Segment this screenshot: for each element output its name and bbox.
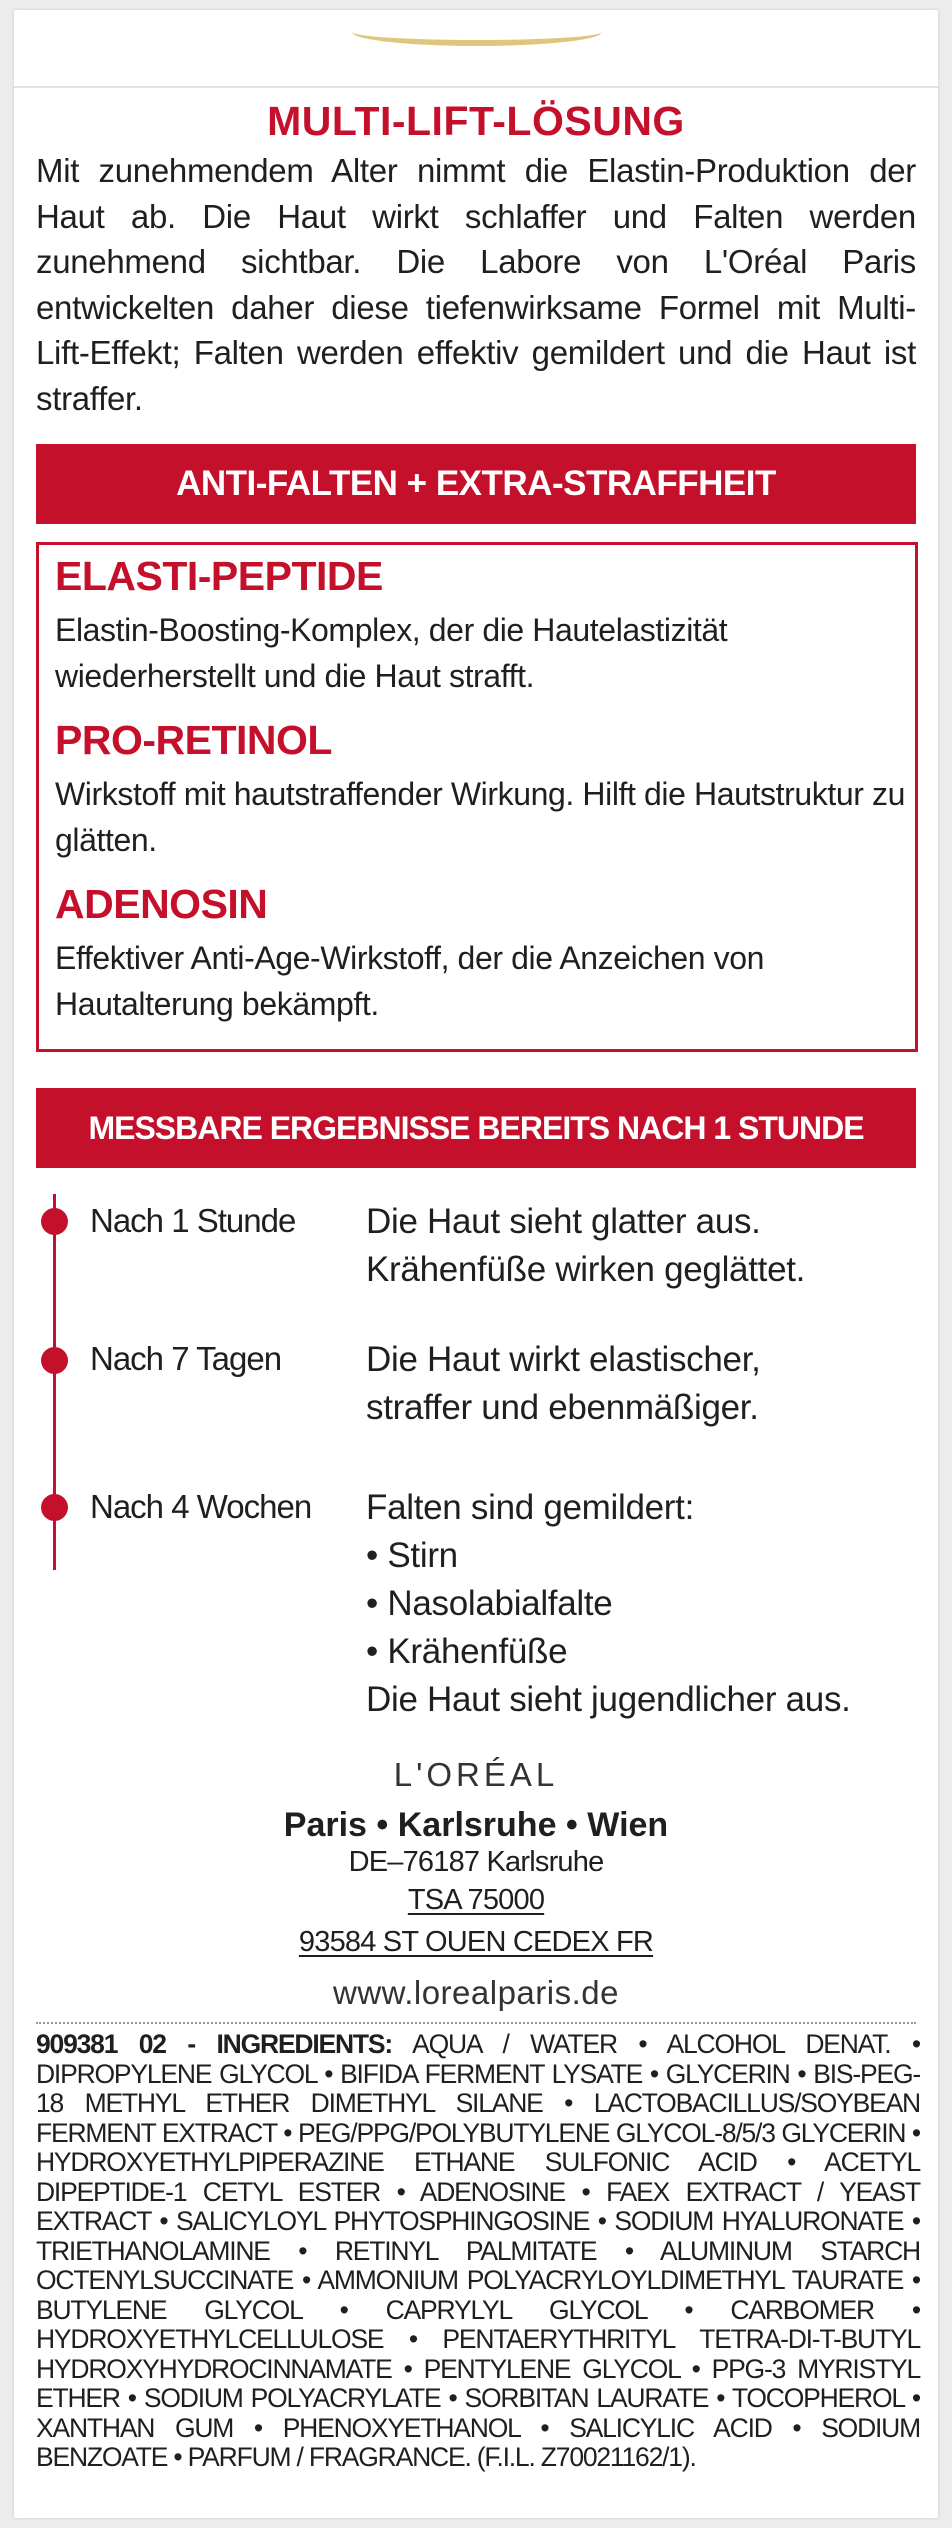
banner-results: MESSBARE ERGEBNISSE BEREITS NACH 1 STUNDE xyxy=(36,1088,916,1168)
ingredients-text: AQUA / WATER • ALCOHOL DENAT. • DIPROPYLENE GLYCOL • BIFIDA FERMENT LYSATE • GLYCERIN • BIS-PEG-18 METHYL ETHER DIMETHYL SILANE • LACTOBACILLUS/SOYBEAN FERMENT EXTRACT • PEG/PPG/POLYBUTYLENE GLYCOL-8/5/3 GLYCERIN • HYDROXYETHYLPIPERAZINE ETHANE SULFONIC ACID • ACETYL DIPEPTIDE-1 CETYL ESTER • ADENOSINE • FAEX EXTRACT / YEAST EXTRACT • SALICYLOYL PHYTOSPHINGOSINE • SODIUM HYALURONATE • TRIETHANOLAMINE • RETINYL PALMITATE • ALUMINUM STARCH OCTENYLSUCCINATE • AMMONIUM POLYACRYLOYLDIMETHYL TAURATE • BUTYLENE GLYCOL • CAPRYLYL GLYCOL • CARBOMER • HYDROXYETHYLCELLULOSE • PENTAERYTHRITYL TETRA-DI-T-BUTYL HYDROXYHYDROCINNAMATE • PENTYLENE GLYCOL • PPG-3 MYRISTYL ETHER • SODIUM POLYACRYLATE • SORBITAN LAURATE • TOCOPHEROL • XANTHAN GUM • PHENOXYETHANOL • SALICYLIC ACID • SODIUM BENZOATE • PARFUM / FRAGRANCE. (F.I.L. Z70021162/1). xyxy=(36,2029,920,2472)
timeline-dot xyxy=(41,1494,68,1521)
intro-text: Mit zunehmendem Alter nimmt die Elastin-Produktion der Haut ab. Die Haut wirkt schlaffer und Falten werden zunehmend sichtbar. Die Labore von L'Oréal Paris entwickelten daher diese tiefenwirksame Formel mit Multi-Lift-Effekt; Falten werden effektiv gemildert und die Haut ist straffer. xyxy=(36,152,916,417)
address-line: DE–76187 Karlsruhe xyxy=(348,1846,604,1878)
ingredients-list xyxy=(36,2030,920,2473)
timeline-line-text: • Stirn xyxy=(366,1536,458,1575)
timeline-dot xyxy=(41,1347,68,1374)
timeline-text xyxy=(366,1484,851,1724)
address-line-text: TSA 75000 xyxy=(407,1884,545,1916)
timeline-text xyxy=(366,1198,805,1294)
ingredient-title: ELASTI-PEPTIDE xyxy=(55,553,383,599)
timeline-line-text: Die Haut wirkt elastischer, xyxy=(366,1340,761,1379)
website-link[interactable]: www.lorealparis.de xyxy=(333,1974,619,2011)
page-title: MULTI-LIFT-LÖSUNG xyxy=(267,98,685,144)
ingredient-description: Elastin-Boosting-Komplex, der die Hautelastizität wiederherstellt und die Haut strafft. xyxy=(55,612,728,694)
banner-anti-falten: ANTI-FALTEN + EXTRA-STRAFFHEIT xyxy=(36,444,916,524)
lid-arc-decoration xyxy=(352,18,602,46)
timeline-label: Nach 1 Stunde xyxy=(90,1202,296,1239)
ingredients-label: 909381 02 - INGREDIENTS: xyxy=(36,2029,393,2059)
timeline-line-text: straffer und ebenmäßiger. xyxy=(366,1388,759,1427)
address-line xyxy=(0,1926,952,1959)
brand-cities: Paris • Karlsruhe • Wien xyxy=(283,1806,669,1844)
timeline-line-text: Falten sind gemildert: xyxy=(366,1488,695,1527)
brand-name: L'ORÉAL xyxy=(393,1756,559,1793)
address-line xyxy=(0,1884,952,1917)
timeline-line-text: • Nasolabialfalte xyxy=(366,1584,613,1623)
timeline-line-text: Die Haut sieht jugendlicher aus. xyxy=(366,1680,851,1719)
timeline-label: Nach 7 Tagen xyxy=(90,1340,282,1377)
timeline-label: Nach 4 Wochen xyxy=(90,1488,312,1525)
timeline-line-text: • Krähenfüße xyxy=(366,1632,568,1671)
address-line-text: 93584 ST OUEN CEDEX FR xyxy=(298,1926,654,1958)
ingredients-box xyxy=(36,542,918,1052)
timeline-dot xyxy=(41,1208,68,1235)
divider xyxy=(36,2022,916,2024)
ingredient-description: Effektiver Anti-Age-Wirkstoff, der die Anzeichen von Hautalterung bekämpft. xyxy=(55,940,765,1022)
timeline-line-text: Die Haut sieht glatter aus. xyxy=(366,1202,761,1241)
timeline-line-text: Krähenfüße wirken geglättet. xyxy=(366,1250,806,1289)
ingredient-title: PRO-RETINOL xyxy=(55,717,332,763)
fold-crease xyxy=(14,86,938,88)
ingredient-title: ADENOSIN xyxy=(55,881,268,927)
ingredient-description: Wirkstoff mit hautstraffender Wirkung. Hilft die Hautstruktur zu glätten. xyxy=(55,776,905,858)
timeline-text xyxy=(366,1336,761,1432)
